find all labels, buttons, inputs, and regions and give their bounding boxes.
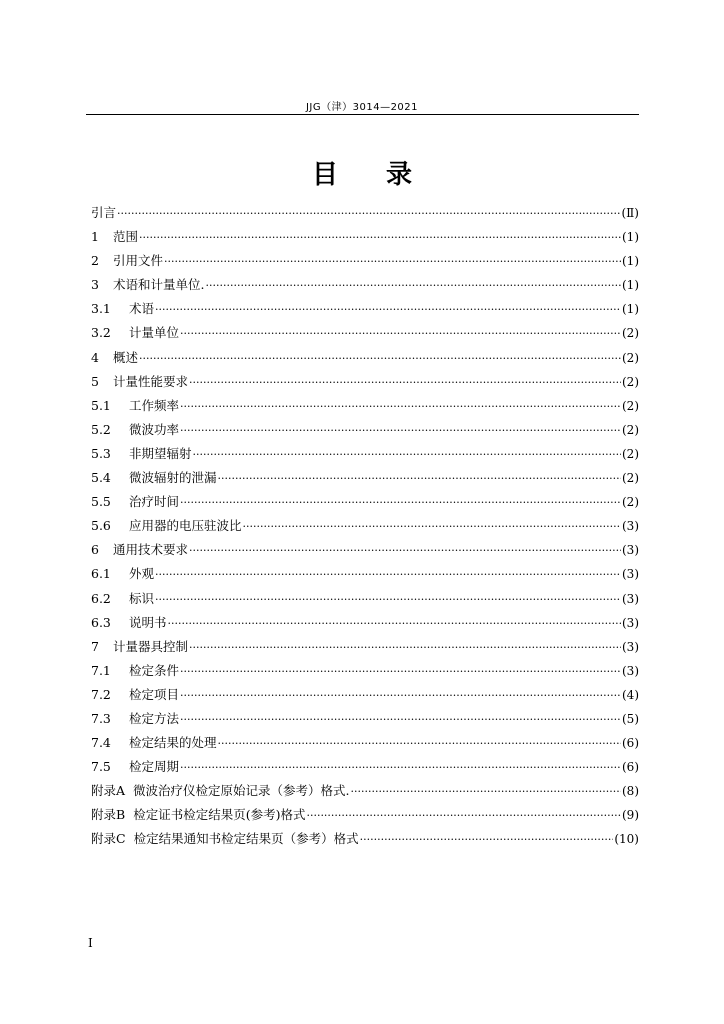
toc-dot-leader xyxy=(117,207,620,220)
toc-entry-page: (3) xyxy=(622,543,639,558)
toc-entry-page: (1) xyxy=(622,302,639,317)
toc-entry-label: 说明书 xyxy=(129,614,167,630)
toc-entry-number: 5.1 xyxy=(91,397,111,413)
toc-entry-page: (10) xyxy=(614,832,639,847)
toc-dot-leader xyxy=(180,665,621,678)
toc-entry-page: (Ⅱ) xyxy=(621,206,639,220)
toc-entry-number: 6 xyxy=(91,542,99,558)
toc-dot-leader xyxy=(180,327,621,340)
toc-entry[interactable] xyxy=(91,348,639,372)
toc-entry-page: (2) xyxy=(622,422,639,437)
toc-dot-leader xyxy=(155,568,621,581)
toc-entry-number: 5 xyxy=(91,373,99,389)
toc-entry-number: 5.5 xyxy=(91,494,111,510)
toc-entry-label: 非期望辐射 xyxy=(129,445,192,461)
toc-entry-page: (6) xyxy=(622,760,639,775)
toc-entry-page: (3) xyxy=(622,639,639,654)
toc-entry[interactable] xyxy=(91,396,639,420)
toc-entry-label: 计量器具控制 xyxy=(113,638,189,654)
toc-entry-number: 5.6 xyxy=(91,518,111,534)
toc-entry[interactable] xyxy=(91,589,639,613)
toc-entry-page: (3) xyxy=(622,519,639,534)
table-of-contents xyxy=(91,203,639,854)
toc-entry[interactable] xyxy=(91,372,639,396)
toc-dot-leader xyxy=(155,593,621,606)
toc-entry-page: (2) xyxy=(622,471,639,486)
toc-entry-page: (6) xyxy=(622,736,639,751)
toc-entry-page: (4) xyxy=(622,687,639,702)
toc-dot-leader xyxy=(243,520,621,533)
toc-entry-page: (3) xyxy=(622,591,639,606)
toc-entry-label: 应用器的电压驻波比 xyxy=(129,518,242,534)
toc-dot-leader xyxy=(180,761,621,774)
standard-code-header: JJG（津）3014—2021 xyxy=(305,102,419,113)
toc-entry[interactable] xyxy=(91,661,639,685)
toc-entry-page: (1) xyxy=(622,230,639,245)
toc-entry-label: 微波辐射的泄漏 xyxy=(129,470,217,486)
toc-entry-page: (3) xyxy=(622,663,639,678)
toc-entry-label: 微波功率 xyxy=(129,421,180,437)
toc-dot-leader xyxy=(180,424,621,437)
toc-entry-label: 引用文件 xyxy=(113,253,164,269)
toc-entry-label: 外观 xyxy=(129,566,155,582)
toc-entry-page: (2) xyxy=(622,446,639,461)
toc-dot-leader xyxy=(139,352,621,365)
toc-entry-label: 工作频率 xyxy=(129,397,180,413)
toc-entry-number: 7.1 xyxy=(91,662,111,678)
toc-entry-number: 7.4 xyxy=(91,735,111,751)
toc-dot-leader xyxy=(360,833,614,846)
toc-entry-page: (3) xyxy=(622,615,639,630)
toc-entry[interactable] xyxy=(91,203,639,227)
toc-entry-number: 4 xyxy=(91,349,99,365)
toc-entry-label: 计量性能要求 xyxy=(113,373,189,389)
toc-entry[interactable] xyxy=(91,227,639,251)
toc-dot-leader xyxy=(164,255,621,268)
toc-entry-page: (2) xyxy=(622,374,639,389)
toc-dot-leader xyxy=(180,496,621,509)
toc-dot-leader xyxy=(205,279,621,292)
toc-entry-number: 5.2 xyxy=(91,421,111,437)
toc-entry-number: 1 xyxy=(91,229,99,245)
toc-entry-number: 7.2 xyxy=(91,686,111,702)
toc-entry[interactable] xyxy=(91,637,639,661)
toc-dot-leader xyxy=(189,376,621,389)
toc-entry[interactable] xyxy=(91,564,639,588)
toc-entry-label: 引言 xyxy=(91,205,117,220)
toc-entry-label: 范围 xyxy=(113,229,139,245)
toc-entry[interactable] xyxy=(91,323,639,347)
toc-entry[interactable] xyxy=(91,275,639,299)
toc-entry-label: 通用技术要求 xyxy=(113,542,189,558)
toc-entry-label: 计量单位 xyxy=(129,325,180,341)
page-title: 目录 xyxy=(311,160,460,190)
toc-entry-label: 检定结果的处理 xyxy=(129,735,217,751)
toc-entry-number: 7.5 xyxy=(91,759,111,775)
toc-entry-page: (3) xyxy=(622,567,639,582)
toc-dot-leader xyxy=(189,544,621,557)
toc-entry-page: (2) xyxy=(622,398,639,413)
toc-entry-page: (5) xyxy=(622,711,639,726)
toc-entry-number: 附录A xyxy=(91,783,126,799)
page-number: I xyxy=(88,936,93,950)
toc-dot-leader xyxy=(306,809,621,822)
toc-entry[interactable] xyxy=(91,781,639,805)
toc-dot-leader xyxy=(193,448,621,461)
toc-entry[interactable] xyxy=(91,420,639,444)
toc-entry-number: 6.1 xyxy=(91,566,111,582)
toc-entry-number: 附录B xyxy=(91,807,126,823)
toc-entry-number: 3.1 xyxy=(91,301,111,317)
toc-entry[interactable] xyxy=(91,540,639,564)
toc-entry-number: 6.3 xyxy=(91,614,111,630)
toc-dot-leader xyxy=(168,617,621,630)
toc-entry-label: 术语和计量单位. xyxy=(113,277,205,293)
toc-entry[interactable] xyxy=(91,685,639,709)
toc-dot-leader xyxy=(218,737,621,750)
toc-dot-leader xyxy=(180,400,621,413)
toc-entry-number: 5.3 xyxy=(91,445,111,461)
toc-entry-label: 检定条件 xyxy=(129,662,180,678)
toc-entry-page: (8) xyxy=(622,784,639,799)
toc-dot-leader xyxy=(351,785,621,798)
toc-entry-page: (2) xyxy=(622,350,639,365)
toc-entry-label: 微波治疗仪检定原始记录（参考）格式. xyxy=(133,783,350,799)
toc-entry-number: 6.2 xyxy=(91,590,111,606)
toc-entry-number: 5.4 xyxy=(91,470,111,486)
toc-entry[interactable] xyxy=(91,468,639,492)
toc-entry-number: 7.3 xyxy=(91,710,111,726)
toc-entry-label: 检定证书检定结果页(参考)格式 xyxy=(133,807,306,823)
toc-entry-number: 3.2 xyxy=(91,325,111,341)
toc-entry-label: 治疗时间 xyxy=(129,494,180,510)
toc-dot-leader xyxy=(189,641,621,654)
header-rule xyxy=(86,114,639,115)
toc-entry-page: (1) xyxy=(622,278,639,293)
toc-entry-label: 检定结果通知书检定结果页（参考）格式 xyxy=(133,831,359,847)
toc-entry-label: 术语 xyxy=(129,301,155,317)
toc-entry-page: (1) xyxy=(622,254,639,269)
toc-entry-number: 3 xyxy=(91,277,99,293)
toc-dot-leader xyxy=(139,231,621,244)
toc-dot-leader xyxy=(180,689,621,702)
toc-entry[interactable] xyxy=(91,613,639,637)
toc-entry-label: 检定方法 xyxy=(129,710,180,726)
toc-entry-page: (2) xyxy=(622,326,639,341)
toc-entry[interactable] xyxy=(91,805,639,829)
toc-entry[interactable] xyxy=(91,299,639,323)
toc-entry[interactable] xyxy=(91,492,639,516)
toc-entry[interactable] xyxy=(91,733,639,757)
toc-dot-leader xyxy=(155,303,621,316)
toc-entry[interactable] xyxy=(91,757,639,781)
toc-entry-page: (2) xyxy=(622,495,639,510)
toc-dot-leader xyxy=(180,713,621,726)
toc-entry-number: 7 xyxy=(91,638,99,654)
toc-entry[interactable] xyxy=(91,709,639,733)
toc-entry[interactable] xyxy=(91,829,639,853)
toc-entry[interactable] xyxy=(91,251,639,275)
toc-entry-label: 检定项目 xyxy=(129,686,180,702)
toc-entry[interactable] xyxy=(91,444,639,468)
toc-dot-leader xyxy=(218,472,621,485)
toc-entry-label: 标识 xyxy=(129,590,155,606)
toc-entry-label: 检定周期 xyxy=(129,759,180,775)
toc-entry-page: (9) xyxy=(622,808,639,823)
toc-entry[interactable] xyxy=(91,516,639,540)
toc-entry-label: 概述 xyxy=(113,349,139,365)
toc-entry-number: 附录C xyxy=(91,831,126,847)
toc-entry-number: 2 xyxy=(91,253,99,269)
